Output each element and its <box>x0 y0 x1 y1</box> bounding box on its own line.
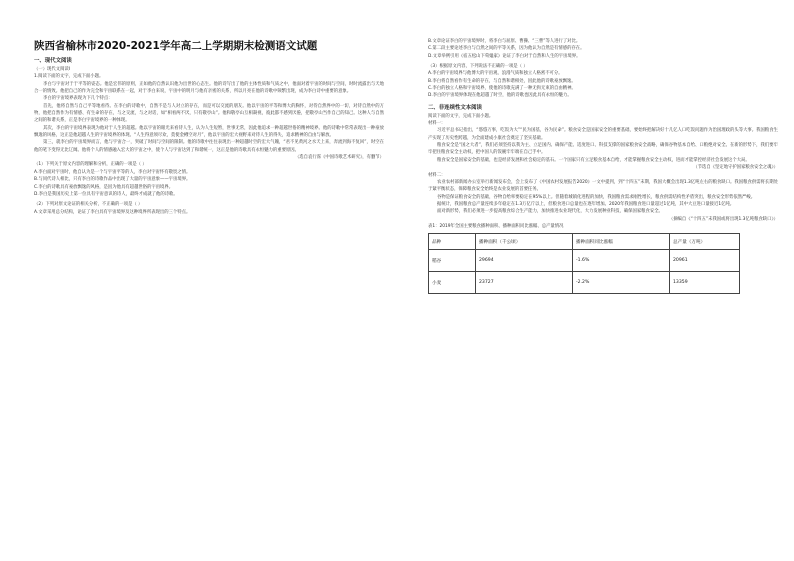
table-cell: 29694 <box>476 250 573 272</box>
material2-paragraph: 据统计，我国粮食总产量连续多年稳定在1.3万亿斤以上，但粮食进口总量也在逐年增加。2020年我国粮食进口量超过1亿吨，其中大豆进口量接近1亿吨。 <box>437 201 735 207</box>
material1-paragraph: 粮食安全是“国之大者”，我们必须坚持以我为主、立足国内、确保产能、适度进口、科技支撑的国家粮食安全战略，确保谷物基本自给、口粮绝对安全。在新的形势下，我们要牢牢把住粮食安全主动权，把中国人的饭碗牢牢端在自己手中。 <box>428 143 778 156</box>
section-heading-1: 一、现代文阅读 <box>34 58 72 64</box>
grain-table <box>428 233 740 294</box>
q3-option-c: C.李白的独立人格和宇宙境界，使他的诗歌充满了一种无拘无束的自由精神。 <box>428 86 576 92</box>
question-2: （2）下列对原文论证的相关分析，不正确的一项是（ ） <box>34 202 143 208</box>
table-row <box>429 250 740 272</box>
passage-paragraph: 第三，就李白的宇宙境界而言，他与宇宙合一，突破了时间与空间的限制。他的诗歌中往往表现出一种超越时空的宏大气魄，“君不见黄河之水天上来，奔流到海不复回”，时空在他的笔下变得无比辽阔。他将个人的情感融入宏大的宇宙之中，使个人与宇宙达到了和谐统一，这正是他的诗歌具有永恒魅力的重要原因。 <box>34 140 384 153</box>
table-cell: 小麦 <box>429 272 476 294</box>
q1-option-d: D.李白是我国历史上第一位具有宇宙意识的诗人，最终才成就了他的诗歌。 <box>34 191 178 197</box>
table-header-cell: 总产量（万吨） <box>670 234 740 250</box>
passage-source: （选自袁行霈《中国诗歌艺术研究》，有删节） <box>294 155 384 161</box>
table-cell: 23727 <box>476 272 573 294</box>
material1-paragraph: 粮食安全是国家安全的基础，也是经济发展和社会稳定的基石。一个国家只有立足粮食基本自给，才能掌握粮食安全主动权，进而才能掌控经济社会发展这个大局。 <box>437 157 750 163</box>
question-3: （3）根据原文内容，下列说法不正确的一项是（ ） <box>428 64 528 70</box>
material2-paragraph: 面对新形势，我们必须进一步提高粮食综合生产能力，加快推进农业现代化，大力发展种业科技，确保国家粮食安全。 <box>437 209 663 215</box>
left-column <box>34 38 384 216</box>
material1-source: （节选自《坚定地守护国家粮食安全之魂》） <box>693 165 778 171</box>
material2-paragraph: 谷物是保证粮食安全的基础，谷物自给率要稳定在95%以上。但随着城镇化进程的加快，我国粮食需求刚性增长，粮食供需结构性矛盾突出，粮食安全形势依然严峻。 <box>437 194 756 200</box>
material1-paragraph: 习近平总书记指出，“悠悠万事，吃饭为大”“民为国基，谷为民命”。粮食安全是国家安全的重要基础，要始终把解决好十几亿人口吃饭问题作为治国理政的头等大事。我国粮食生产实现了历史性跨越，为全面建成小康社会奠定了坚实基础。 <box>428 128 778 141</box>
part2-intro: 阅读下面的文字，完成下面小题。 <box>428 113 494 119</box>
table-cell: -2.2% <box>573 272 670 294</box>
instruction: 1.阅读下面的文字，完成下面小题。 <box>34 74 104 80</box>
right-column <box>428 38 778 294</box>
passage-paragraph: 首先，他将自然与自己平等地看待。在李白的诗歌中，自然不是与人对立的存在，而是可以交流的朋友。他以宇宙的平等和博大的胸怀，对待自然界中的一切，对待自然中的万物，他把自然作为有情感、有生命的存在，与之交流，与之对话，如“相看两不厌，只有敬亭山”。他和敬亭山互相凝视，彼此都不感到厌倦，把敬亭山当作自己的知己。这种人与自然之间的和谐关系，正是李白宇宙境界的一种体现。 <box>34 103 384 124</box>
passage-paragraph: 其次，李白的宇宙境界表现为他对于人生的超越。他以宇宙的眼光来看待人生，认为人生短暂，世事无常，因此他追求一种超越世俗的精神境界。他的诗歌中常常表现出一种豪放飘逸的风格，这正是他超越人生的宇宙境界的体现。“人生得意须尽欢，莫使金樽空对月”，他以宇宙的宏大视野来对待人生的得失，追求精神的自由与解放。 <box>34 125 384 139</box>
q1-option-b: B.与同代诗人相比，只有李白的诗歌作品中出现了大量的宇宙意象——宇宙境界。 <box>34 177 191 183</box>
passage-paragraph: 李白与宇宙对于于平等的姿态。他是宏伟的原则，正如他的自然认识他为出世的心态生。他的诗写出了他的主体性质和气质之中，他面对着宇宙的时间与空间，时时流露出与天地合一的情致。他把自己的作为完全和宇宙联系在一起，对于李白来说，宇宙中的明月与他有亲密的关系，所以月亮在他的诗歌中频繁出现，成为李白诗中重要的意象。 <box>34 81 384 95</box>
table-header-cell: 品种 <box>429 234 476 250</box>
table-cell: 20961 <box>670 250 740 272</box>
table-cell: 13359 <box>670 272 740 294</box>
q3-option-b: B.李白将自然看作有生命的存在，与自然和谐相处，因此他的诗歌豪放飘逸。 <box>428 78 576 84</box>
table-caption: 表1：2019年全国主要粮食播种面积、播种面积同比涨幅、总产量情况 <box>428 223 564 229</box>
exam-title: 陕西省榆林市2020-2021学年高二上学期期末检测语文试题 <box>34 40 318 52</box>
q2-option-b: B.文章论证李白的宇宙境界时，将李白与屈原、曹操、“三曹”等人进行了对比。 <box>428 39 581 44</box>
table-header-row <box>429 234 740 250</box>
q3-option-a: A.李白的宇宙境界与他博大的宇宙观、浪漫气质和独立人格密不可分。 <box>428 71 563 77</box>
passage-paragraph: 李白的宇宙境界表现为下几个特点： <box>43 96 113 102</box>
q1-option-a: A.李白面对宇宙时，他自认为是一个与宇宙平等的人，李白对宇宙怀有敬畏之情。 <box>34 169 191 175</box>
material2-paragraph: 农业农村部新闻办公室举行新闻发布会，会上发布了《中国农村发展报告2020》一文中提到，到“十四五”末期，我国大概会出现1.3亿吨左右的粮食缺口。我国粮食供需将长期处于紧平衡状态，保障粮食安全始终是农业发展的首要任务。 <box>428 179 778 193</box>
q2-option-a: A.文章采用总分结构，论证了李白具有宇宙境界及这种境界所表现出的三个特点。 <box>34 209 191 215</box>
table-row <box>429 272 740 294</box>
material2-source: （摘编自《“十四五”末我国或将出现1.3亿吨粮食缺口》） <box>668 216 778 222</box>
section-heading-2: 二、非连续性文本阅读 <box>428 104 482 111</box>
part-heading-1: （一）现代文阅读Ⅰ <box>34 67 71 72</box>
table-cell: 稻谷 <box>429 250 476 272</box>
material1-label: 材料一： <box>428 121 446 127</box>
question-1: （1）下列关于原文内容的理解和分析，正确的一项是（ ） <box>34 162 147 168</box>
table-header-cell: 播种面积同比涨幅 <box>573 234 670 250</box>
q1-option-c: C.李白的诗歌具有豪放飘逸的风格，是因为他具有超越世俗的宇宙境界。 <box>34 184 174 190</box>
table-cell: -1.6% <box>573 250 670 272</box>
q2-option-d: D.文章举例引用《宿五松山下荀媪家》论证了李白对于自然和人生的宇宙境界。 <box>428 53 581 59</box>
table-header-cell: 播种面积（千公顷） <box>476 234 573 250</box>
q2-option-c: C.第二段主要论述李白与自然之间的平等关系，因为他认为自然是有情感的存在。 <box>428 46 585 52</box>
material2-label: 材料二： <box>428 172 446 178</box>
q3-option-d: D.李白的宇宙境界体现在他超越了时空，他的诗歌也因此具有永恒的魅力。 <box>428 93 572 99</box>
